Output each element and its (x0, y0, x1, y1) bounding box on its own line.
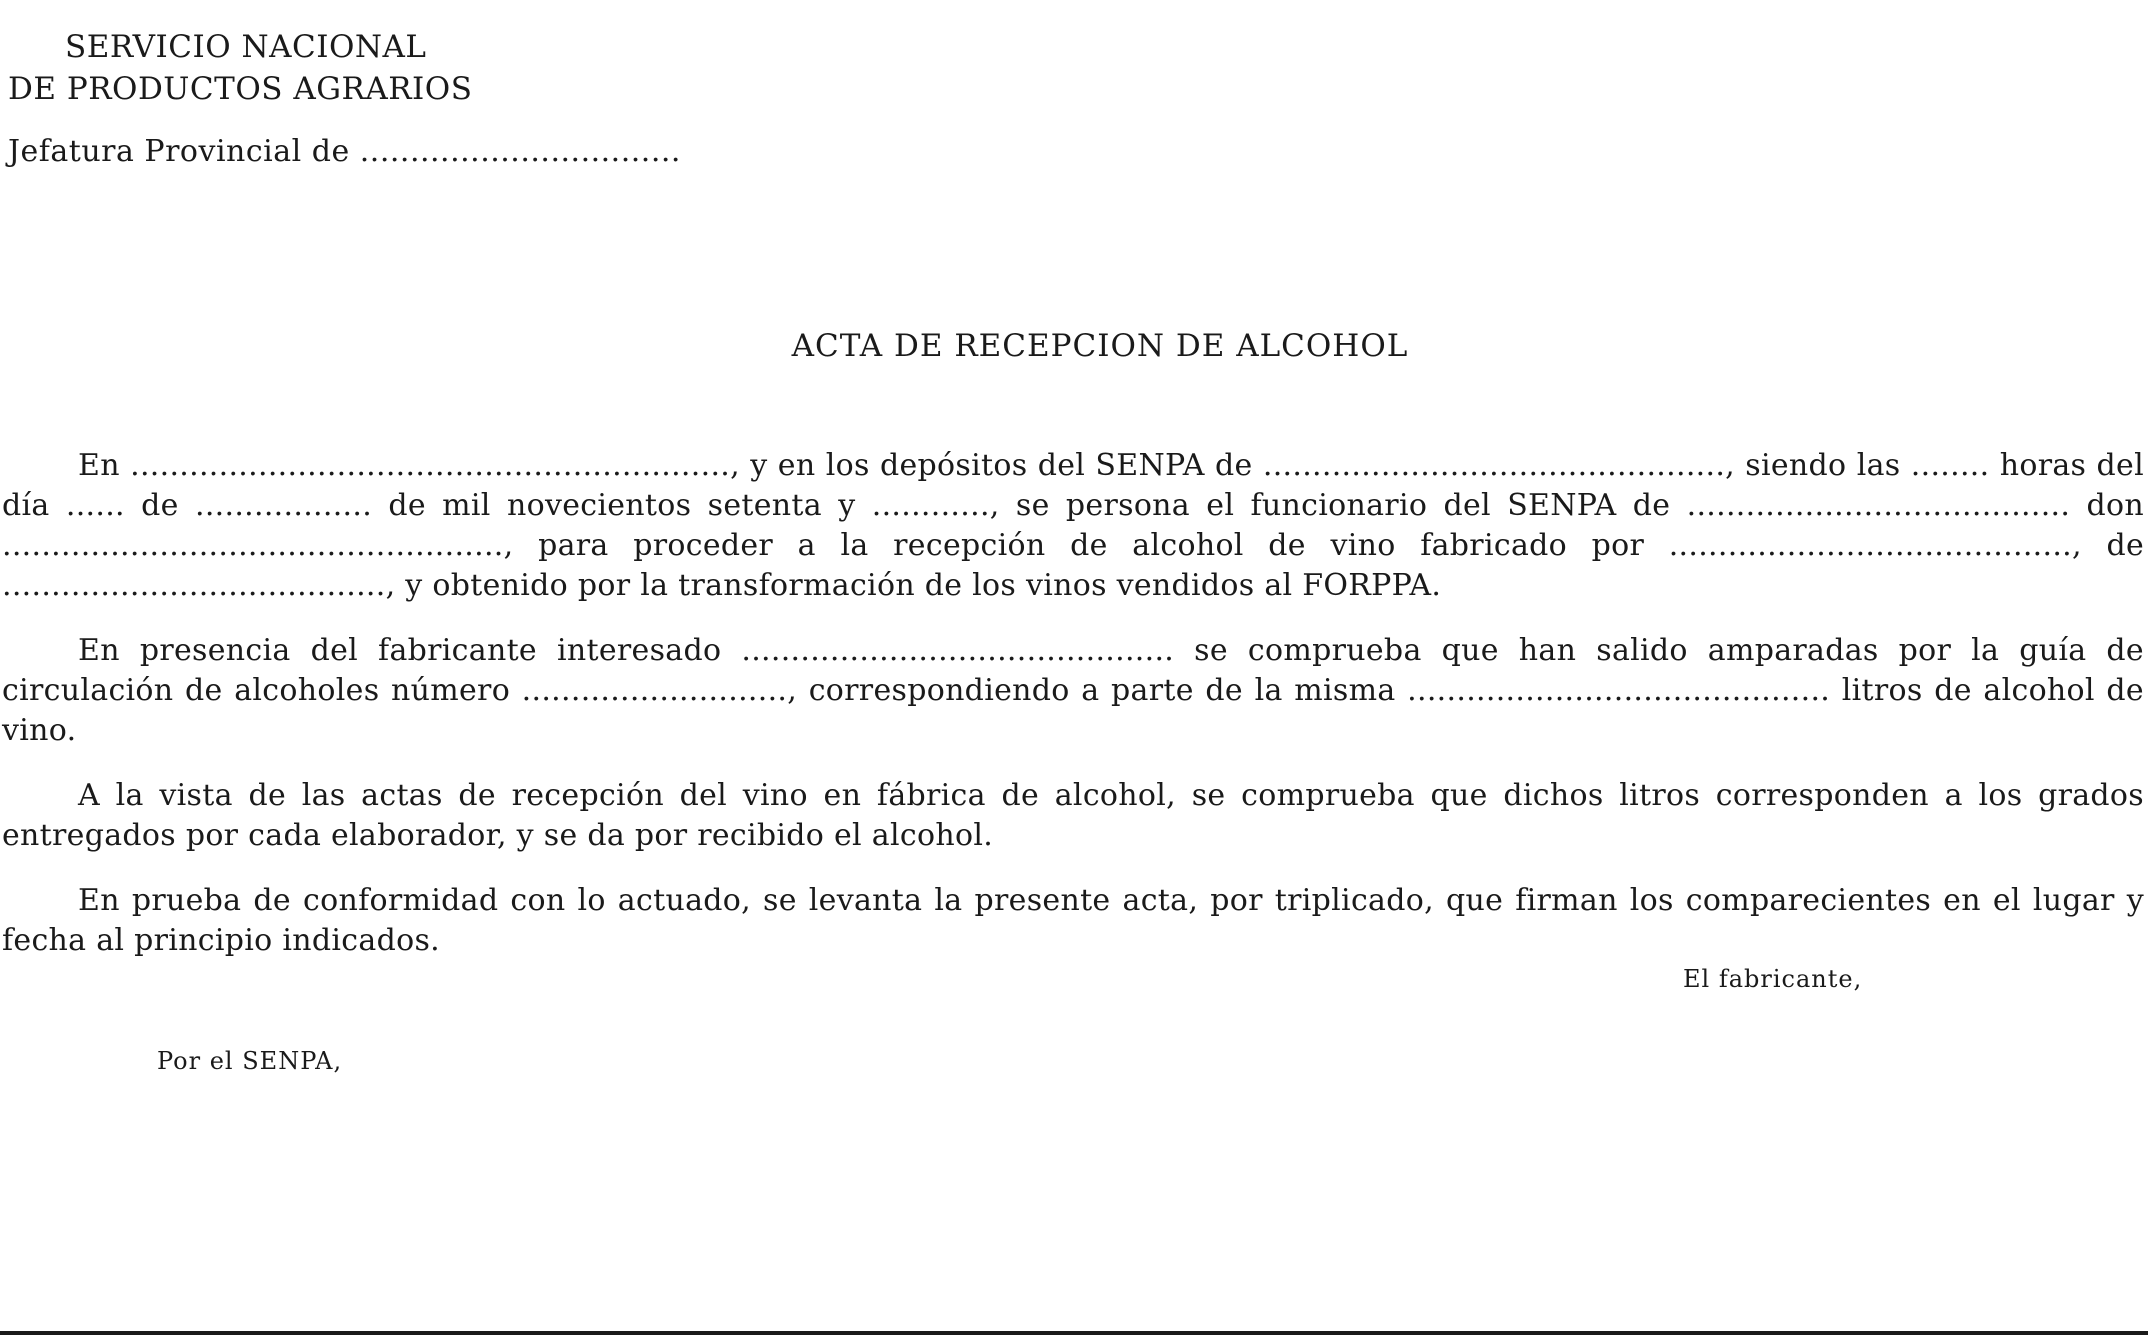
jefatura-provincial-line: Jefatura Provincial de ................................ (8, 134, 681, 169)
document-title: ACTA DE RECEPCION DE ALCOHOL (791, 328, 1409, 364)
signature-senpa: Por el SENPA, (157, 1047, 343, 1075)
institution-name-line1: SERVICIO NACIONAL (65, 29, 427, 65)
paragraph-circulation-guide: En presencia del fabricante interesado ............................................ se comprueba que han salido amparadas por la guía de circulación de alcoholes número ..........................., correspondiendo a parte de la misma ........................................... litros de alcohol de vino. (2, 633, 2144, 748)
institution-header (8, 26, 472, 110)
bottom-divider (0, 1331, 2148, 1335)
paragraph-reception-details: En ............................................................., y en los depósitos del SENPA de ..............................................., siendo las ........ horas del día ...... de .................. de mil novecientos setenta y ............, se persona el funcionario del SENPA de ....................................... don ..................................................., para proceder a la recepción de alcohol de vino fabricado por ........................................., de ......................................., y obtenido por la transformación de los vinos vendidos al FORPPA. (2, 448, 2144, 603)
paragraph-verification: A la vista de las actas de recepción del vino en fábrica de alcohol, se comprueba que dichos litros corresponden a los grados entregados por cada elaborador, y se da por recibido el alcohol. (2, 778, 2144, 853)
document-body (2, 446, 2144, 986)
paragraph-conformity: En prueba de conformidad con lo actuado, se levanta la presente acta, por triplicado, que firman los comparecientes en el lugar y fecha al principio indicados. (2, 883, 2144, 958)
signature-fabricante: El fabricante, (1683, 965, 1863, 993)
institution-name-line2: DE PRODUCTOS AGRARIOS (8, 71, 473, 107)
